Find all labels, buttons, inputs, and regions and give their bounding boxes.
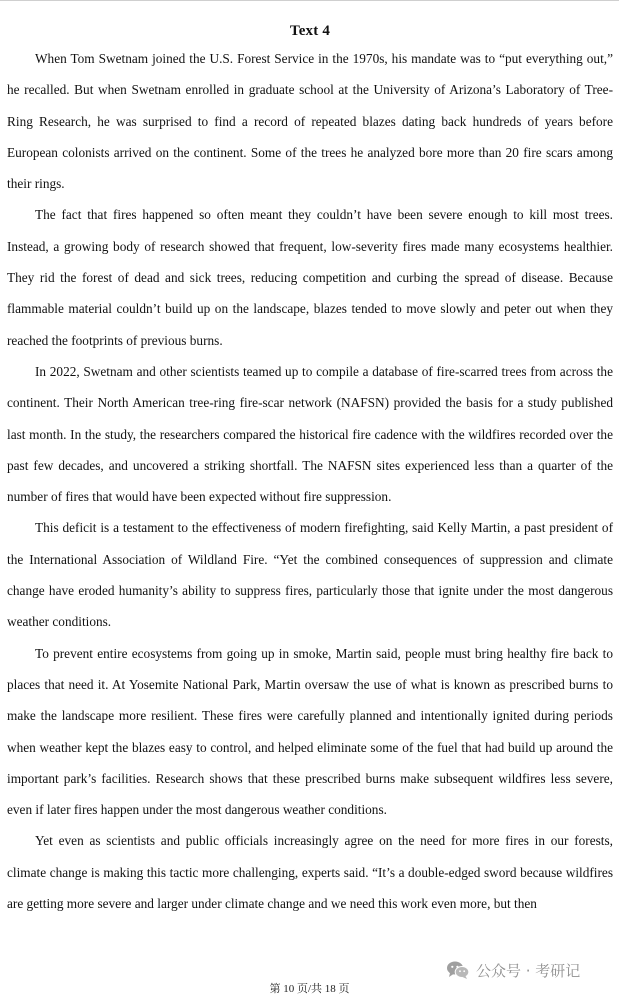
text-title: Text 4 (289, 23, 331, 39)
document-page (7, 0, 613, 919)
paragraph-2: The fact that fires happened so often meant they couldn’t have been severe enough to kill most trees. Instead, a growing body of research showed that frequent, low-severity fires made many ecosystems healthier. They rid the forest of dead and sick trees, reducing competition and curbing the spread of disease. Because flammable material couldn’t build up on the landscape, blazes tended to move slowly and peter out when they reached the footprints of previous burns. (7, 207, 613, 348)
paragraph-5: To prevent entire ecosystems from going up in smoke, Martin said, people must bring healthy fire back to places that need it. At Yosemite National Park, Martin oversaw the use of what is known as prescribed burns to make the landscape more resilient. These fires were carefully planned and intentionally ignited during periods when weather kept the blazes easy to control, and helped eliminate some of the fuel that had build up around the important park’s facilities. Research shows that these prescribed burns make subsequent wildfires less severe, even if later fires happen under the most dangerous weather conditions. (7, 645, 613, 818)
paragraph-6: Yet even as scientists and public officials increasingly agree on the need for more fires in our forests, climate change is making this tactic more challenging, experts said. “It’s a double-edged sword because wildfires are getting more severe and larger under climate change and we need this work even more, but then (7, 833, 613, 912)
paragraph-3: In 2022, Swetnam and other scientists teamed up to compile a database of fire-scarred trees from across the continent. Their North American tree-ring fire-scar network (NAFSN) provided the basis for a study published last month. In the study, the researchers compared the historical fire cadence with the wildfires recorded over the past few decades, and uncovered a striking shortfall. The NAFSN sites experienced less than a quarter of the number of fires that would have been expected without fire suppression. (7, 363, 613, 505)
watermark-text: 公众号 · 考研记 (476, 961, 581, 980)
paragraph-4: This deficit is a testament to the effectiveness of modern firefighting, said Kelly Martin, a past president of the International Association of Wildland Fire. “Yet the combined consequences of suppression and climate change have eroded humanity’s ability to suppress fires, particularly those that ignite under the most dangerous weather conditions. (7, 520, 613, 630)
paragraph-1: When Tom Swetnam joined the U.S. Forest Service in the 1970s, his mandate was to “put everything out,” he recalled. But when Swetnam enrolled in graduate school at the University of Arizona’s Laboratory of Tree-Ring Research, he was surprised to find a record of repeated blazes dating back hundreds of years before European colonists arrived on the continent. Some of the trees he analyzed bore more than 20 fire scars among their rings. (7, 51, 613, 192)
passage-body (7, 43, 613, 919)
page-number-footer: 第 10 页/共 18 页 (269, 983, 350, 995)
watermark (446, 958, 580, 982)
wechat-icon (446, 960, 470, 980)
